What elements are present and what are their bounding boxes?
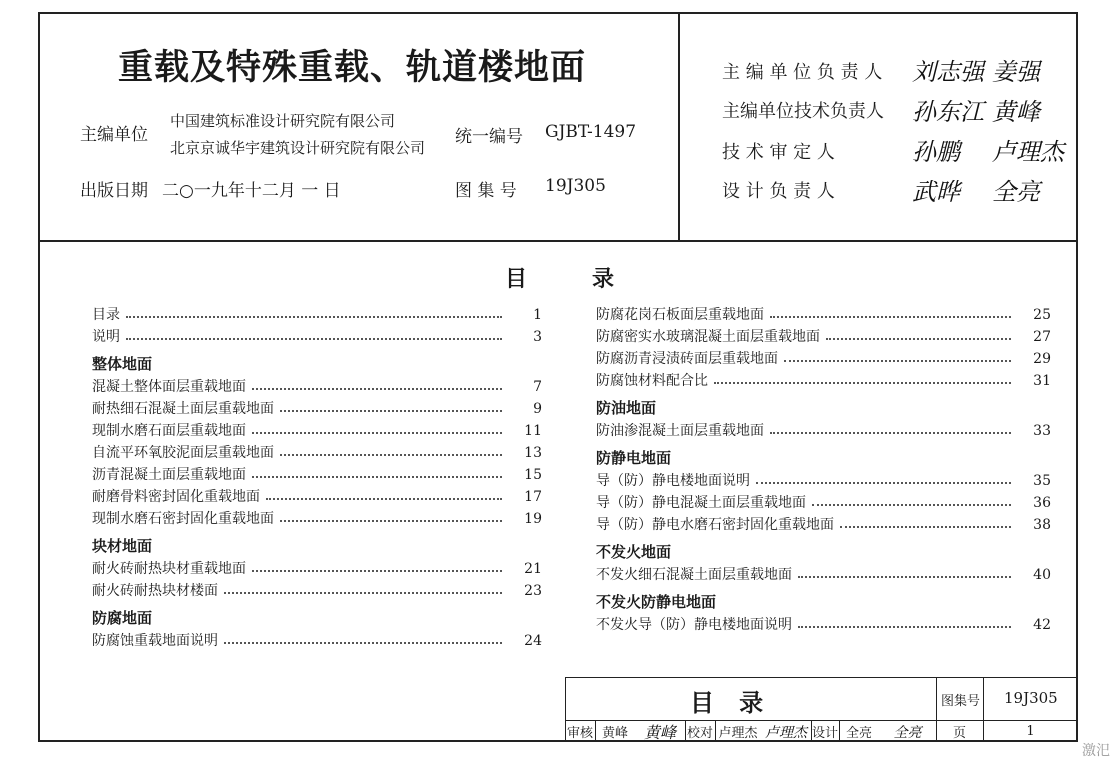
toc-entry-title: 导（防）静电楼地面说明 [596, 473, 750, 489]
editor-unit-2: 北京京诚华宇建筑设计研究院有限公司 [170, 139, 426, 157]
toc-entry-page: 35 [1033, 473, 1051, 489]
toc-leader-dots [224, 642, 502, 644]
toc-entry-page: 9 [533, 401, 542, 417]
approval-row [565, 721, 1078, 742]
toc-entry-page: 36 [1033, 495, 1051, 511]
toc-entry-title: 防腐沥青浸渍砖面层重载地面 [596, 351, 778, 367]
toc-entry-title: 防腐密实水玻璃混凝土面层重载地面 [596, 329, 820, 345]
toc-leader-dots [252, 476, 502, 478]
toc-entry [596, 370, 1051, 392]
toc-entry [92, 304, 542, 326]
toc-leader-dots [252, 570, 502, 572]
atlas-title: 重载及特殊重载、轨道楼地面 [118, 48, 587, 88]
toc-leader-dots [266, 498, 502, 500]
toc-entry [596, 420, 1051, 442]
toc-entry-page: 13 [524, 445, 542, 461]
toc-leader-dots [826, 338, 1011, 340]
toc-entry [92, 420, 542, 442]
toc-entry-page: 25 [1033, 307, 1051, 323]
check-name: 卢理杰 [718, 726, 758, 741]
toc-leader-dots [126, 316, 502, 318]
toc-entry-page: 29 [1033, 351, 1051, 367]
page-number: 1 [1026, 724, 1035, 739]
toc-entry-title: 目录 [92, 307, 120, 323]
check-signature: 卢理杰 [761, 721, 812, 742]
toc-entry [596, 514, 1051, 536]
toc-section-heading: 整体地面 [92, 355, 153, 373]
unified-no-label: 统一编号 [455, 127, 523, 147]
toc-entry-title: 防腐花岗石板面层重载地面 [596, 307, 764, 323]
toc-section-heading: 防油地面 [596, 399, 657, 417]
responsible-role-4: 设 计 负 责 人 [722, 181, 835, 202]
toc-section-heading: 不发火防静电地面 [596, 593, 717, 611]
check-label: 校对 [685, 721, 716, 742]
toc-entry-page: 17 [524, 489, 542, 505]
responsible-signature: 黄峰 [992, 98, 1040, 126]
title-block-atlas-label: 图集号 [941, 694, 981, 709]
toc-entry [596, 326, 1051, 348]
date-value: 二○一九年十二月 一 日 [162, 181, 341, 201]
responsible-role-2: 主编单位技术负责人 [722, 101, 884, 122]
header-vertical-divider [678, 12, 680, 242]
toc-leader-dots [280, 520, 502, 522]
toc-entry-title: 不发火细石混凝土面层重载地面 [596, 567, 792, 583]
toc-entry-page: 1 [533, 307, 542, 323]
toc-entry [92, 376, 542, 398]
toc-entry [92, 398, 542, 420]
toc-entry [92, 486, 542, 508]
responsible-signature: 孙鹏 [912, 138, 960, 166]
toc-entry-page: 19 [524, 511, 542, 527]
toc-entry [596, 470, 1051, 492]
toc-leader-dots [756, 482, 1011, 484]
toc-entry [596, 348, 1051, 370]
page-label: 页 [952, 726, 966, 741]
toc-entry-page: 24 [524, 633, 542, 649]
toc-leader-dots [812, 504, 1011, 506]
toc-entry-page: 23 [524, 583, 542, 599]
editor-unit-1: 中国建筑标准设计研究院有限公司 [170, 112, 396, 130]
toc-entry-title: 现制水磨石面层重载地面 [92, 423, 246, 439]
toc-entry [596, 564, 1051, 586]
toc-section-heading: 不发火地面 [596, 543, 672, 561]
responsible-signature: 刘志强 [912, 58, 984, 86]
toc-leader-dots [784, 360, 1011, 362]
design-signature: 全亮 [893, 724, 922, 741]
toc-leader-dots [770, 432, 1011, 434]
toc-entry-title: 沥青混凝土面层重载地面 [92, 467, 246, 483]
toc-entry-title: 防腐蚀材料配合比 [596, 373, 708, 389]
responsible-signature: 孙东江 [912, 98, 984, 126]
editor-label: 主编单位 [80, 125, 148, 145]
toc-entry-page: 38 [1033, 517, 1051, 533]
toc-leader-dots [714, 382, 1011, 384]
toc-entry [596, 304, 1051, 326]
toc-leader-dots [798, 576, 1011, 578]
toc-leader-dots [252, 388, 502, 390]
toc-entry-title: 自流平环氧胶泥面层重载地面 [92, 445, 274, 461]
toc-entry-title: 现制水磨石密封固化重载地面 [92, 511, 274, 527]
header-divider [38, 240, 1078, 242]
responsible-signature: 卢理杰 [992, 138, 1064, 166]
date-label: 出版日期 [80, 181, 148, 201]
title-block-name: 目 录 [690, 688, 764, 717]
toc-entry-page: 21 [524, 561, 542, 577]
toc-entry-page: 7 [533, 379, 542, 395]
toc-leader-dots [126, 338, 502, 340]
toc-section-heading: 防腐地面 [92, 609, 153, 627]
toc-leader-dots [280, 454, 502, 456]
toc-entry [92, 326, 542, 348]
toc-entry [92, 558, 542, 580]
toc-entry [92, 580, 542, 602]
toc-entry-title: 耐火砖耐热块材楼面 [92, 583, 218, 599]
review-name: 黄峰 [601, 726, 628, 741]
toc-entry-title: 不发火导（防）静电楼地面说明 [596, 617, 792, 633]
toc-entry-page: 3 [533, 329, 542, 345]
toc-entry-page: 31 [1033, 373, 1051, 389]
toc-entry-page: 11 [524, 423, 542, 439]
toc-entry [92, 508, 542, 530]
design-name: 全亮 [845, 726, 872, 741]
responsible-role-3: 技 术 审 定 人 [722, 142, 835, 163]
review-signature: 黄峰 [635, 721, 686, 742]
toc-title-left: 目 [505, 266, 528, 292]
toc-entry-page: 33 [1033, 423, 1051, 439]
toc-entry-title: 耐火砖耐热块材重载地面 [92, 561, 246, 577]
responsible-role-1: 主 编 单 位 负 责 人 [722, 62, 883, 83]
toc-leader-dots [252, 432, 502, 434]
toc-leader-dots [770, 316, 1011, 318]
toc-entry-page: 27 [1033, 329, 1051, 345]
toc-entry [596, 614, 1051, 636]
responsible-signature: 武晔 [912, 178, 960, 206]
unified-no-value: GJBT-1497 [545, 122, 637, 142]
toc-entry-title: 导（防）静电混凝土面层重载地面 [596, 495, 806, 511]
design-label: 设计 [811, 721, 840, 742]
toc-leader-dots [840, 526, 1011, 528]
atlas-no-value: 19J305 [545, 176, 606, 196]
toc-section-heading: 防静电地面 [596, 449, 672, 467]
toc-entry-title: 防腐蚀重载地面说明 [92, 633, 218, 649]
toc-entry-page: 42 [1033, 617, 1051, 633]
toc-entry-title: 耐热细石混凝土面层重载地面 [92, 401, 274, 417]
toc-entry-title: 说明 [92, 329, 120, 345]
toc-entry [92, 442, 542, 464]
responsible-signature: 全亮 [992, 178, 1040, 206]
toc-entry-title: 导（防）静电水磨石密封固化重载地面 [596, 517, 834, 533]
toc-left-column [92, 304, 542, 652]
review-label: 审核 [565, 721, 596, 742]
toc-section-heading: 块材地面 [92, 537, 153, 555]
toc-entry [596, 492, 1051, 514]
toc-entry [92, 464, 542, 486]
responsible-signature: 姜强 [992, 58, 1040, 86]
watermark: 激汜 [1082, 743, 1110, 759]
toc-entry-title: 混凝土整体面层重载地面 [92, 379, 246, 395]
toc-entry-title: 耐磨骨料密封固化重载地面 [92, 489, 260, 505]
toc-leader-dots [224, 592, 502, 594]
toc-entry [92, 630, 542, 652]
toc-leader-dots [798, 626, 1011, 628]
toc-leader-dots [280, 410, 502, 412]
toc-entry-page: 15 [524, 467, 542, 483]
toc-entry-page: 40 [1033, 567, 1051, 583]
toc-title-right: 录 [592, 266, 615, 292]
toc-entry-title: 防油渗混凝土面层重载地面 [596, 423, 764, 439]
atlas-no-label: 图 集 号 [455, 181, 517, 201]
toc-right-column [596, 304, 1051, 636]
title-block-atlas-value: 19J305 [1004, 689, 1058, 707]
